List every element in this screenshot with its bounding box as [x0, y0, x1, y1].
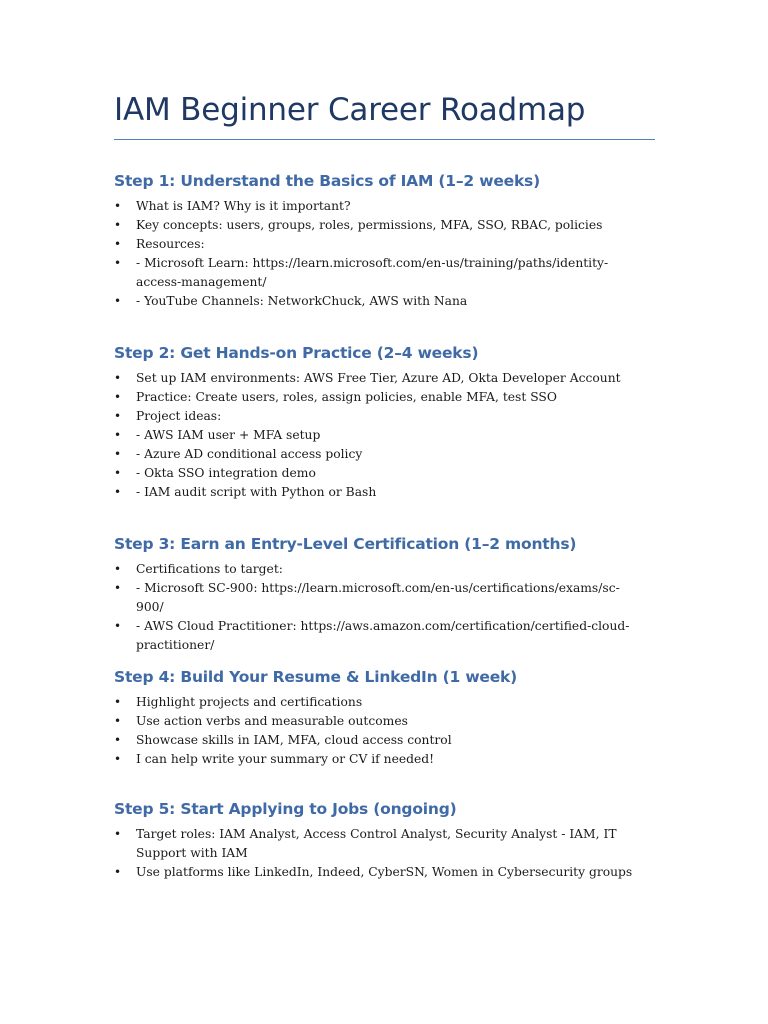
bullet-icon: • [114, 428, 122, 442]
bullet-icon: • [114, 256, 122, 270]
list-item: • Use action verbs and measurable outcomes [114, 712, 646, 731]
list-item: • Highlight projects and certifications [114, 693, 646, 712]
bullet-list [114, 825, 674, 882]
list-item: • - Microsoft SC-900: https://learn.microsoft.com/en-us/certifications/exams/sc-900/ [114, 581, 620, 614]
bullet-icon: • [114, 581, 122, 595]
bullet-icon: • [114, 218, 122, 232]
bullet-icon: • [114, 485, 122, 499]
bullet-icon: • [114, 827, 122, 841]
bullet-icon: • [114, 865, 122, 879]
list-item: • Practice: Create users, roles, assign policies, enable MFA, test SSO [114, 388, 646, 407]
bullet-icon: • [114, 733, 122, 747]
list-item: • - IAM audit script with Python or Bash [114, 483, 646, 502]
list-item: • - Okta SSO integration demo [114, 464, 646, 483]
list-item: • Showcase skills in IAM, MFA, cloud access control [114, 731, 646, 750]
section-heading: Step 3: Earn an Entry-Level Certification (1–2 months) [114, 535, 577, 553]
bullet-icon: • [114, 409, 122, 423]
bullet-icon: • [114, 294, 122, 308]
bullet-icon: • [114, 447, 122, 461]
section-step-5 [114, 800, 674, 882]
document-title: IAM Beginner Career Roadmap [114, 92, 586, 128]
list-item: • Certifications to target: [114, 560, 646, 579]
list-item: • - AWS IAM user + MFA setup [114, 426, 646, 445]
title-underline [114, 139, 655, 140]
list-item: • Resources: [114, 235, 646, 254]
list-item: • Set up IAM environments: AWS Free Tier, Azure AD, Okta Developer Account [114, 369, 646, 388]
section-step-4 [114, 668, 674, 769]
bullet-list [114, 693, 674, 769]
section-heading: Step 5: Start Applying to Jobs (ongoing) [114, 800, 457, 818]
bullet-icon: • [114, 237, 122, 251]
bullet-icon: • [114, 562, 122, 576]
section-step-2 [114, 344, 674, 502]
list-item: • - YouTube Channels: NetworkChuck, AWS with Nana [114, 292, 646, 311]
section-heading: Step 4: Build Your Resume & LinkedIn (1 week) [114, 668, 518, 686]
section-heading: Step 1: Understand the Basics of IAM (1–2 weeks) [114, 172, 540, 190]
list-item: • Project ideas: [114, 407, 646, 426]
bullet-icon: • [114, 466, 122, 480]
list-item: • - AWS Cloud Practitioner: https://aws.amazon.com/certification/certified-cloud-practitioner/ [114, 619, 630, 652]
bullet-icon: • [114, 752, 122, 766]
list-item: • - Azure AD conditional access policy [114, 445, 646, 464]
bullet-list [114, 369, 674, 502]
section-step-3 [114, 535, 674, 655]
bullet-icon: • [114, 199, 122, 213]
bullet-list [114, 560, 674, 655]
list-item: • Target roles: IAM Analyst, Access Control Analyst, Security Analyst - IAM, IT Support with IAM [114, 827, 617, 860]
bullet-icon: • [114, 390, 122, 404]
section-step-1 [114, 172, 674, 311]
list-item: • - Microsoft Learn: https://learn.microsoft.com/en-us/training/paths/identity-access-management/ [114, 256, 609, 289]
list-item: • Use platforms like LinkedIn, Indeed, CyberSN, Women in Cybersecurity groups [114, 863, 646, 882]
bullet-icon: • [114, 619, 122, 633]
list-item: • Key concepts: users, groups, roles, permissions, MFA, SSO, RBAC, policies [114, 216, 646, 235]
bullet-list [114, 197, 674, 311]
list-item: • I can help write your summary or CV if needed! [114, 750, 646, 769]
list-item: • What is IAM? Why is it important? [114, 197, 646, 216]
bullet-icon: • [114, 695, 122, 709]
section-heading: Step 2: Get Hands-on Practice (2–4 weeks) [114, 344, 479, 362]
bullet-icon: • [114, 371, 122, 385]
bullet-icon: • [114, 714, 122, 728]
